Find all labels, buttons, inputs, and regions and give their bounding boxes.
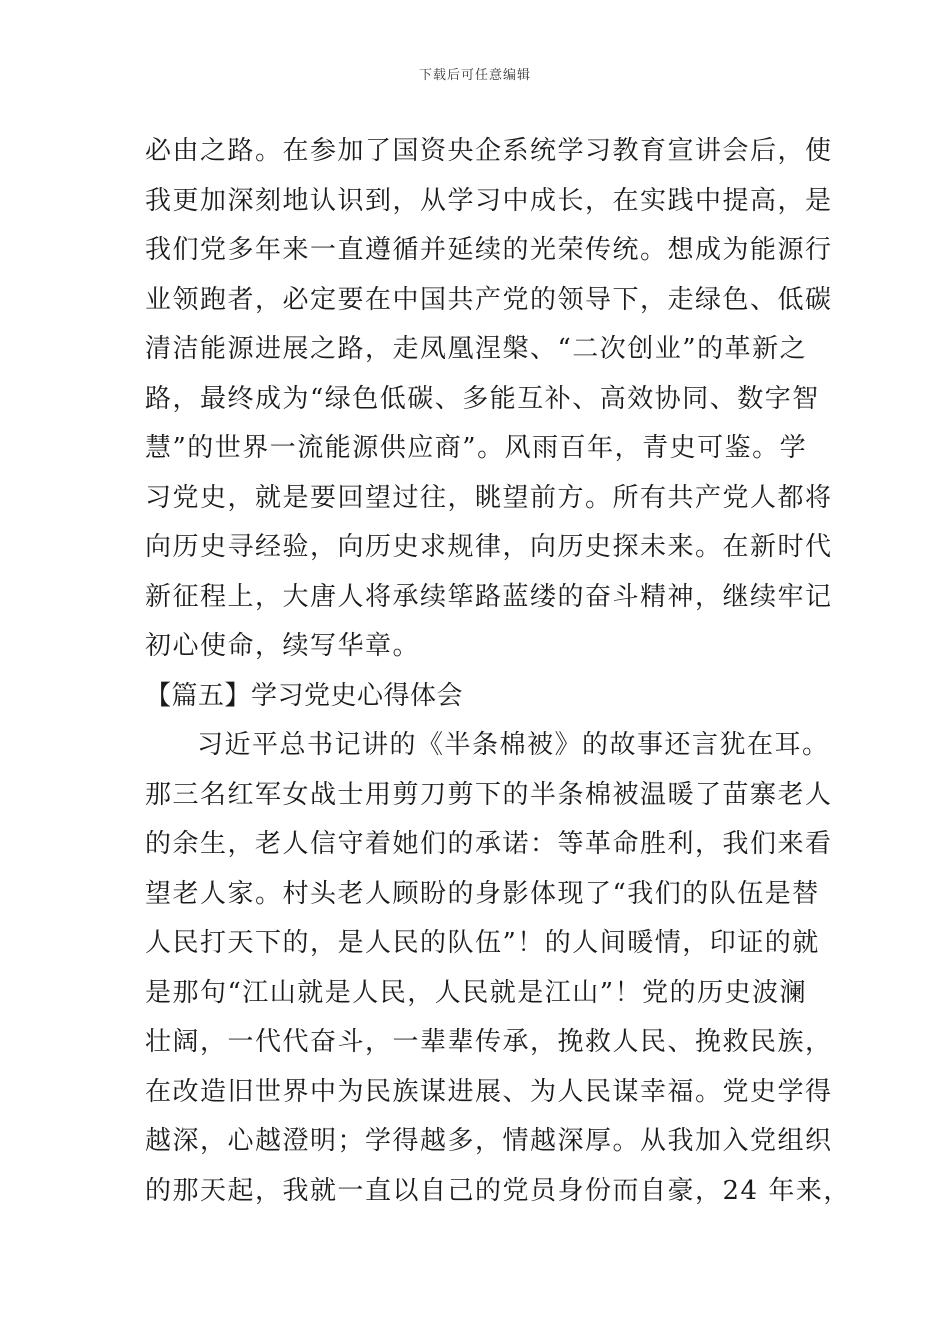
paragraph-line: 我们党多年来一直遵循并延续的光荣传统。想成为能源行 bbox=[145, 235, 833, 265]
paragraph-line: 壮阔，一代代奋斗，一辈辈传承，挽救人民、挽救民族， bbox=[145, 1027, 833, 1057]
paragraph-line: 越深，心越澄明；学得越多，情越深厚。从我加入党组织 bbox=[145, 1126, 833, 1156]
paragraph-line: 在改造旧世界中为民族谋进展、为人民谋幸福。党史学得 bbox=[145, 1076, 833, 1107]
paragraph-line: 的余生，老人信守着她们的承诺：等革命胜利，我们来看 bbox=[145, 829, 833, 859]
paragraph-line: 向历史寻经验，向历史求规律，向历史探未来。在新时代 bbox=[145, 532, 833, 562]
paragraph-line: 初心使命，续写华章。 bbox=[145, 631, 421, 661]
section-heading: 【篇五】学习党史心得体会 bbox=[145, 680, 464, 711]
paragraph-line: 业领跑者，必定要在中国共产党的领导下，走绿色、低碳 bbox=[145, 284, 833, 315]
paragraph-line: 清洁能源进展之路，走凤凰涅槃、“二次创业”的革新之 bbox=[145, 334, 808, 364]
header-note: 下载后可任意编辑 bbox=[418, 68, 531, 83]
document-body bbox=[145, 127, 851, 1216]
paragraph-line: 习党史，就是要回望过往，眺望前方。所有共产党人都将 bbox=[145, 482, 833, 513]
paragraph-line: 路，最终成为“绿色低碳、多能互补、高效协同、数字智 bbox=[145, 383, 820, 414]
paragraph-line: 慧”的世界一流能源供应商”。风雨百年，青史可鉴。学 bbox=[145, 433, 808, 463]
paragraph-line: 新征程上，大唐人将承续筚路蓝缕的奋斗精神，继续牢记 bbox=[145, 581, 833, 612]
paragraph-line: 的那天起，我就一直以自己的党员身份而自豪，24 年来， bbox=[145, 1175, 851, 1206]
paragraph-line: 是那句“江山就是人民，人民就是江山”！党的历史波澜 bbox=[145, 977, 808, 1008]
paragraph-line: 人民打天下的，是人民的队伍”！的人间暖情，印证的就 bbox=[145, 928, 820, 958]
paragraph-line: 习近平总书记讲的《半条棉被》的故事还言犹在耳。 bbox=[197, 730, 830, 760]
paragraph-line: 那三名红军女战士用剪刀剪下的半条棉被温暖了苗寨老人 bbox=[145, 779, 833, 810]
paragraph-line: 望老人家。村头老人顾盼的身影体现了“我们的队伍是替 bbox=[145, 878, 820, 909]
paragraph-line: 必由之路。在参加了国资央企系统学习教育宣讲会后，使 bbox=[145, 136, 833, 166]
paragraph-line: 我更加深刻地认识到，从学习中成长，在实践中提高，是 bbox=[145, 185, 833, 216]
